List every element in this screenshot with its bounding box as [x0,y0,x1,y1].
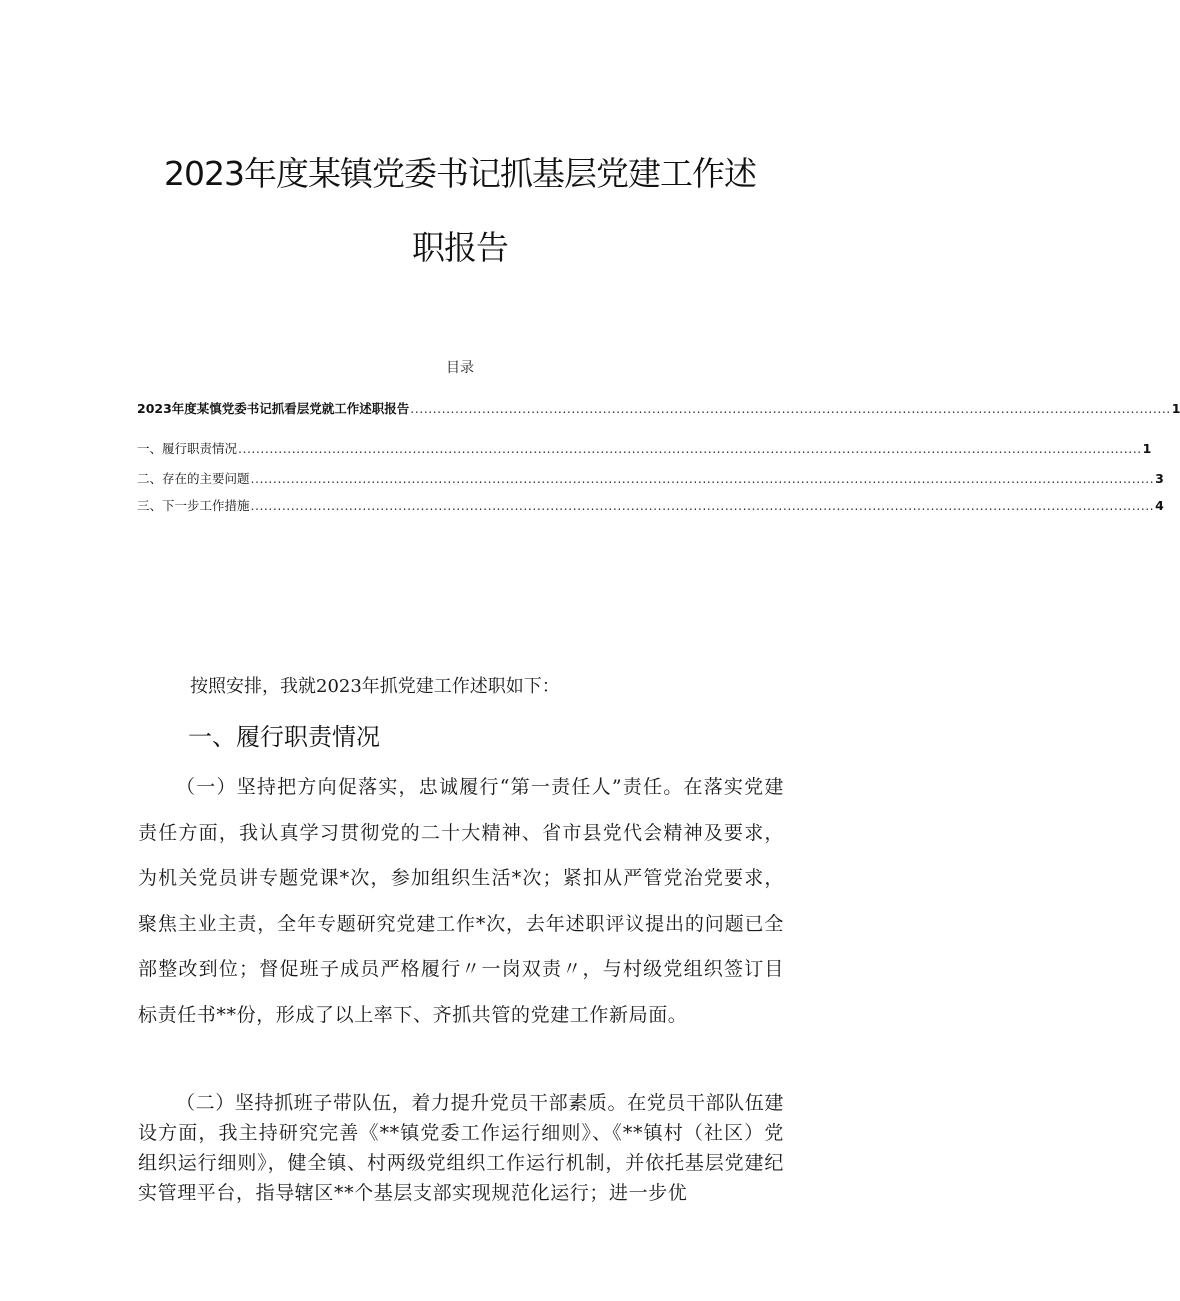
toc-entry-label: 三、下一步工作措施 [137,498,250,513]
toc-entry-label: 2023年度某慎党委书记抓看层党就工作述职报告 [137,401,410,416]
toc-entry[interactable] [137,496,1164,514]
toc-entry[interactable] [137,439,1152,457]
body-paragraph-2: （二）坚持抓班子带队伍，着力提升党员干部素质。在党员干部队伍建设方面，我主持研究完善《**镇党委工作运行细则》、《**镇村（社区）党组织运行细则》，健全镇、村两级党组织工作运行机制，并依托基层党建纪实管理平台，指导辖区**个基层支部实现规范化运行；进一步优 [138,1092,784,1204]
toc-leader-dots: .......................................................................................................................................................................................................... [238,441,1142,456]
intro-paragraph: 按照安排，我就2023年抓党建工作述职如下： [190,676,560,697]
document-title-line-1: 2023年度某镇党委书记抓基层党建工作述 [164,154,756,193]
toc-entry-page: 3 [1155,471,1164,486]
document-title-line-2: 职报告 [412,228,508,267]
toc-entry[interactable] [137,399,1180,417]
toc-entry-label: 二、存在的主要问题 [137,471,250,486]
toc-entry[interactable] [137,469,1164,487]
section-heading: 一、履行职责情况 [188,723,380,751]
toc-entry-page: 1 [1171,401,1180,416]
toc-leader-dots: .......................................................................................................................................................................................................... [250,498,1155,513]
toc-entry-page: 1 [1142,441,1152,456]
body-paragraph-1: （一）坚持把方向促落实，忠诚履行“第一责任人”责任。在落实党建责任方面，我认真学习贯彻党的二十大精神、省市县党代会精神及要求，为机关党员讲专题党课*次，参加组织生活*次；紧扣从严管党治党要求，聚焦主业主责，全年专题研究党建工作*次，去年述职评议提出的问题已全部整改到位；督促班子成员严格履行〃一岗双责〃，与村级党组织签订目标责任书**份，形成了以上率下、齐抓共管的党建工作新局面。 [138,776,784,1026]
toc-entry-label: 一、履行职责情况 [137,441,238,456]
toc-heading: 目录 [446,360,474,376]
toc-leader-dots: .......................................................................................................................................................................................................... [250,471,1155,486]
toc-leader-dots: .......................................................................................................................................................................... [410,401,1171,416]
toc-entry-page: 4 [1155,498,1164,513]
